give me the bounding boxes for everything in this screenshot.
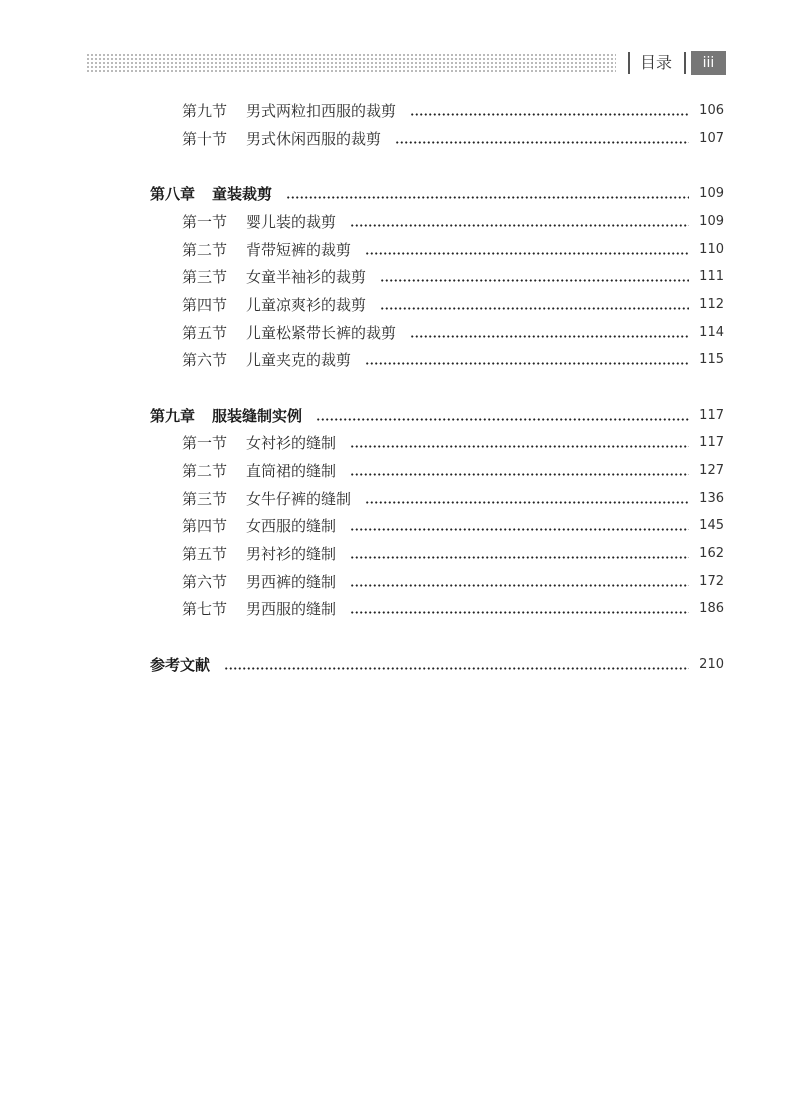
toc-section-entry xyxy=(0,460,790,482)
toc-page-number: 107 xyxy=(699,131,724,146)
toc-page-number: 210 xyxy=(699,657,724,672)
toc-entry-title: 婴儿装的裁剪 xyxy=(246,213,337,231)
toc-section-entry xyxy=(0,322,790,344)
toc-leader-dots xyxy=(224,667,689,670)
toc-entry-label: 第六节 xyxy=(182,573,228,591)
toc-leader-dots xyxy=(350,556,689,559)
toc-section-entry xyxy=(0,294,790,316)
toc-chapter-entry xyxy=(0,183,790,205)
toc-entry-title: 男衬衫的缝制 xyxy=(246,545,337,563)
toc-entry-title: 儿童松紧带长裤的裁剪 xyxy=(246,324,397,342)
toc-leader-dots xyxy=(410,335,689,338)
toc-page-number: 106 xyxy=(699,103,724,118)
toc-entry-title: 男西裤的缝制 xyxy=(246,573,337,591)
toc-leader-dots xyxy=(316,418,689,421)
toc-entry-label: 第十节 xyxy=(182,130,228,148)
toc-entry-title: 女衬衫的缝制 xyxy=(246,434,337,452)
toc-page-number: 127 xyxy=(699,463,724,478)
toc-entry-title: 童装裁剪 xyxy=(212,185,273,203)
toc-section-entry xyxy=(0,598,790,620)
toc-entry-title: 服装缝制实例 xyxy=(212,407,303,425)
toc-section-entry xyxy=(0,571,790,593)
toc-chapter-entry xyxy=(0,405,790,427)
toc-section-entry xyxy=(0,211,790,233)
toc-page-number: 117 xyxy=(699,408,724,423)
toc-entry-label: 第九章 xyxy=(150,407,196,425)
toc-page-number: 112 xyxy=(699,297,724,312)
toc-page-number: 109 xyxy=(699,186,724,201)
toc-leader-dots xyxy=(365,362,689,365)
toc-entry-label: 第九节 xyxy=(182,102,228,120)
toc-entry-label: 第六节 xyxy=(182,351,228,369)
toc-entry-title: 女牛仔裤的缝制 xyxy=(246,490,352,508)
toc-section-entry xyxy=(0,128,790,150)
header-divider xyxy=(684,52,686,74)
toc-entry-title: 男式休闲西服的裁剪 xyxy=(246,130,382,148)
toc-chapter-entry xyxy=(0,654,790,676)
toc-page-number: 162 xyxy=(699,546,724,561)
toc-entry-label: 第五节 xyxy=(182,545,228,563)
toc-leader-dots xyxy=(286,196,689,199)
toc-page-number: 117 xyxy=(699,435,724,450)
toc-section-entry xyxy=(0,100,790,122)
toc-leader-dots xyxy=(350,528,689,531)
toc-entry-label: 第三节 xyxy=(182,268,228,286)
toc-entry-title: 儿童夹克的裁剪 xyxy=(246,351,352,369)
toc-page-number: 115 xyxy=(699,352,724,367)
toc-entry-label: 第八章 xyxy=(150,185,196,203)
toc-entry-label: 第四节 xyxy=(182,296,228,314)
toc-entry-title: 女西服的缝制 xyxy=(246,517,337,535)
toc-page-number: 110 xyxy=(699,242,724,257)
toc-entry-title: 直筒裙的缝制 xyxy=(246,462,337,480)
toc-entry-title: 男式两粒扣西服的裁剪 xyxy=(246,102,397,120)
toc-section-entry xyxy=(0,266,790,288)
toc-section-entry xyxy=(0,543,790,565)
toc-entry-label: 第三节 xyxy=(182,490,228,508)
toc-page-number: 111 xyxy=(699,269,724,284)
toc-entry-title: 女童半袖衫的裁剪 xyxy=(246,268,367,286)
header-divider xyxy=(628,52,630,74)
toc-section-entry xyxy=(0,349,790,371)
toc-leader-dots xyxy=(350,473,689,476)
running-header xyxy=(86,51,726,75)
toc-section-entry xyxy=(0,488,790,510)
toc-page-number: 145 xyxy=(699,518,724,533)
toc-leader-dots xyxy=(410,113,689,116)
toc-entry-label: 第四节 xyxy=(182,517,228,535)
toc-page-number: 172 xyxy=(699,574,724,589)
toc-leader-dots xyxy=(350,224,689,227)
toc-section-entry xyxy=(0,432,790,454)
toc-page-number: 186 xyxy=(699,601,724,616)
toc-leader-dots xyxy=(395,141,689,144)
toc-page-number: 109 xyxy=(699,214,724,229)
toc-entry-label: 第五节 xyxy=(182,324,228,342)
toc-entry-title: 儿童凉爽衫的裁剪 xyxy=(246,296,367,314)
toc-leader-dots xyxy=(350,584,689,587)
toc-leader-dots xyxy=(350,445,689,448)
toc-entry-label: 第一节 xyxy=(182,434,228,452)
toc-entry-label: 第二节 xyxy=(182,241,228,259)
toc-section-entry xyxy=(0,515,790,537)
toc-leader-dots xyxy=(350,611,689,614)
toc-entry-title: 背带短裤的裁剪 xyxy=(246,241,352,259)
toc-page-number: 136 xyxy=(699,491,724,506)
toc-entry-title: 男西服的缝制 xyxy=(246,600,337,618)
header-dot-pattern xyxy=(86,53,616,73)
toc-entry-label: 第七节 xyxy=(182,600,228,618)
toc-leader-dots xyxy=(380,279,689,282)
toc-page-number: 114 xyxy=(699,325,724,340)
header-page-number: iii xyxy=(691,51,726,75)
toc-leader-dots xyxy=(365,252,689,255)
toc-entry-label: 第二节 xyxy=(182,462,228,480)
toc-entry-title: 参考文献 xyxy=(150,656,211,674)
toc-leader-dots xyxy=(365,501,689,504)
toc-section-entry xyxy=(0,239,790,261)
toc-leader-dots xyxy=(380,307,689,310)
header-section-title: 目录 xyxy=(640,53,673,72)
toc-entry-label: 第一节 xyxy=(182,213,228,231)
